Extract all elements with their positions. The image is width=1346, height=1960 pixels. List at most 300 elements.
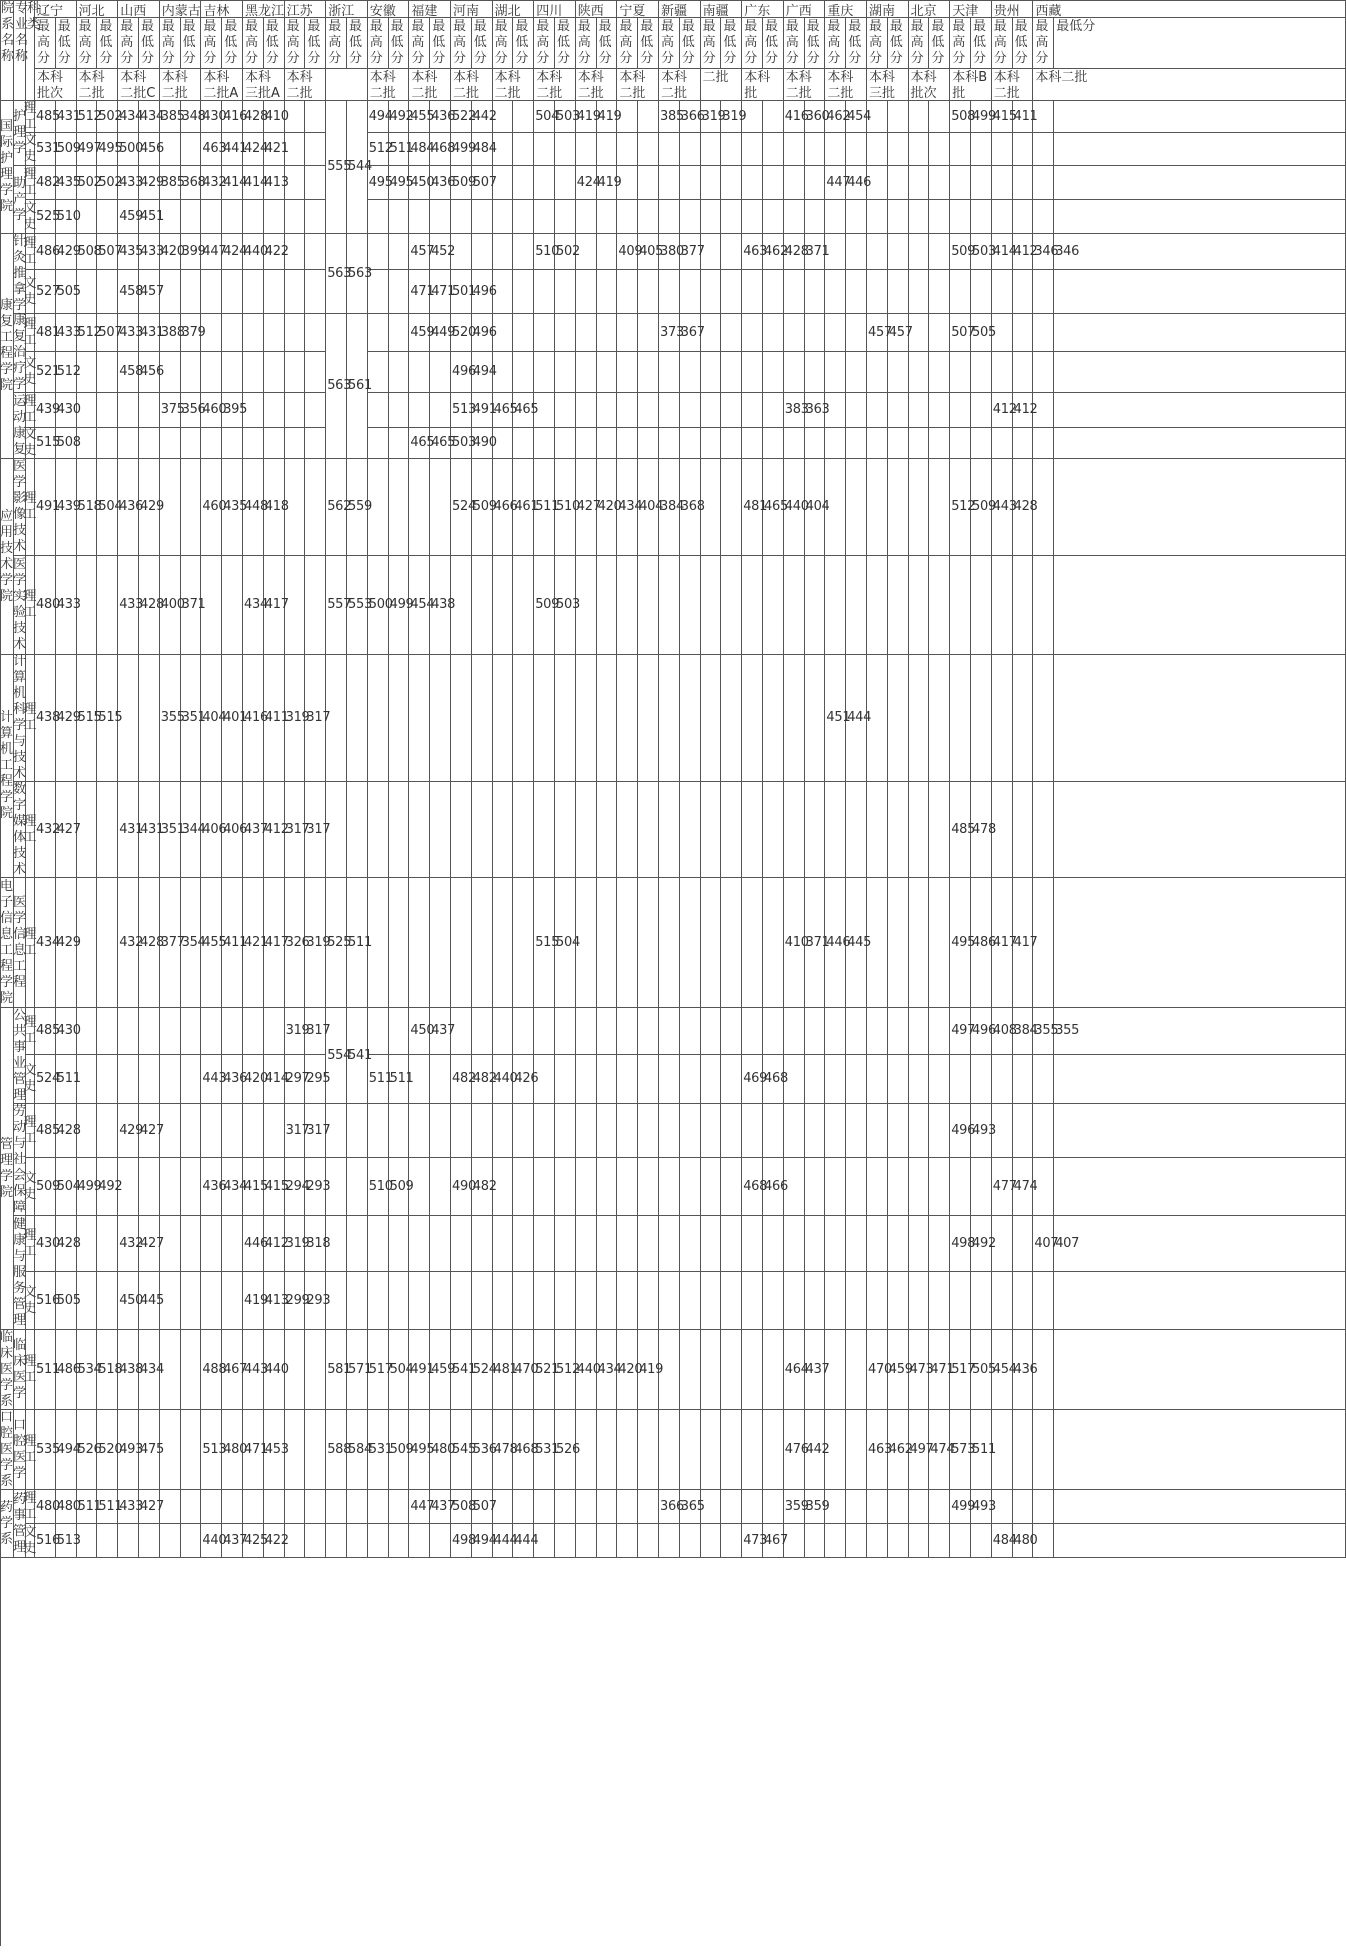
min-score: 365	[680, 1490, 701, 1524]
min-score	[805, 1158, 826, 1216]
min-score: 512	[555, 1330, 576, 1410]
max-score	[784, 1008, 805, 1055]
max-score	[701, 1524, 722, 1558]
min-score	[181, 1216, 202, 1272]
min-score	[971, 1158, 992, 1216]
max-score: 499	[451, 133, 472, 166]
max-score	[992, 1216, 1013, 1272]
max-score	[368, 878, 389, 1008]
max-score	[243, 1104, 264, 1158]
min-score	[1013, 166, 1034, 200]
min-score: 319	[305, 878, 326, 1008]
min-score: 436	[430, 166, 451, 200]
min-score: 446	[846, 166, 867, 200]
max-score	[201, 428, 222, 459]
min-score	[721, 200, 742, 234]
min-score	[929, 314, 950, 352]
min-score	[929, 428, 950, 459]
max-score: 457	[867, 314, 888, 352]
min-score	[305, 1524, 326, 1558]
min-score	[97, 878, 118, 1008]
max-score: 416	[784, 101, 805, 133]
max-score	[909, 782, 930, 878]
min-score: 437	[430, 1008, 451, 1055]
max-score-header: 最高分	[201, 18, 222, 69]
min-score	[929, 1490, 950, 1524]
max-score	[77, 352, 98, 393]
min-score: 417	[1013, 878, 1034, 1008]
min-score: 453	[264, 1410, 285, 1490]
min-score	[1054, 1490, 1346, 1524]
min-score: 499	[971, 101, 992, 133]
max-score	[576, 1410, 597, 1490]
max-score	[160, 270, 181, 314]
min-score: 459	[430, 1330, 451, 1410]
max-score: 516	[35, 1272, 56, 1330]
max-score	[617, 878, 638, 1008]
max-score	[77, 393, 98, 428]
min-score	[929, 270, 950, 314]
max-score	[992, 200, 1013, 234]
major-name: 护理学	[14, 101, 26, 166]
min-score	[846, 1490, 867, 1524]
min-score	[971, 655, 992, 782]
max-score	[493, 314, 514, 352]
min-score	[555, 1158, 576, 1216]
min-score	[555, 1008, 576, 1055]
min-score: 427	[139, 1216, 160, 1272]
min-score	[929, 101, 950, 133]
max-score	[825, 1055, 846, 1104]
province-header: 北京	[909, 0, 951, 18]
max-score: 496	[950, 1104, 971, 1158]
max-score	[368, 1216, 389, 1272]
min-score: 465	[513, 393, 534, 428]
max-score	[659, 1055, 680, 1104]
max-score	[784, 1104, 805, 1158]
min-score	[680, 782, 701, 878]
min-score: 484	[472, 133, 493, 166]
min-score	[389, 428, 410, 459]
max-score: 495	[368, 166, 389, 200]
max-score	[77, 1272, 98, 1330]
min-score	[805, 352, 826, 393]
max-score	[285, 1330, 306, 1410]
min-score	[888, 1055, 909, 1104]
province-header: 四川	[534, 0, 576, 18]
max-score: 463	[742, 234, 763, 270]
min-score	[555, 655, 576, 782]
major-name: 助产学	[14, 166, 26, 234]
min-score	[139, 1008, 160, 1055]
min-score: 413	[264, 1272, 285, 1330]
min-score	[888, 1216, 909, 1272]
min-score	[763, 428, 784, 459]
max-score: 513	[201, 1410, 222, 1490]
max-score	[909, 200, 930, 234]
subject-type: 理工	[23, 100, 37, 132]
max-score	[867, 101, 888, 133]
min-score	[763, 782, 784, 878]
max-score: 414	[243, 166, 264, 200]
min-score: 503	[555, 101, 576, 133]
max-score	[285, 352, 306, 393]
min-score	[389, 878, 410, 1008]
min-score	[1013, 428, 1034, 459]
max-score	[160, 1008, 181, 1055]
max-score	[825, 428, 846, 459]
min-score	[680, 1524, 701, 1558]
max-score-header: 最高分	[285, 18, 306, 69]
min-score	[888, 133, 909, 166]
max-score	[742, 1216, 763, 1272]
max-score	[742, 133, 763, 166]
max-score	[617, 1216, 638, 1272]
max-score	[825, 133, 846, 166]
min-score: 474	[929, 1410, 950, 1490]
min-score	[763, 1104, 784, 1158]
max-score	[285, 314, 306, 352]
subject-type: 理工	[26, 234, 35, 270]
min-score	[181, 1158, 202, 1216]
min-score: 420	[597, 459, 618, 556]
min-score-header: 最低分	[805, 18, 826, 69]
max-score: 326	[285, 878, 306, 1008]
min-score: 401	[222, 655, 243, 782]
min-score: 428	[139, 556, 160, 655]
min-score: 468	[513, 1410, 534, 1490]
max-score: 424	[576, 166, 597, 200]
min-score	[888, 1158, 909, 1216]
min-score-header: 最低分	[513, 18, 534, 69]
min-score-header: 最低分	[971, 18, 992, 69]
major-name: 公共事业管理	[13, 1007, 27, 1103]
max-score	[201, 270, 222, 314]
max-score	[576, 782, 597, 878]
max-score: 525	[326, 878, 347, 1008]
min-score: 417	[264, 556, 285, 655]
max-score: 446	[825, 878, 846, 1008]
max-score	[118, 393, 139, 428]
max-score	[160, 459, 181, 556]
max-score	[701, 200, 722, 234]
min-score: 363	[805, 393, 826, 428]
min-score	[846, 1524, 867, 1558]
min-score	[846, 1330, 867, 1410]
max-score	[742, 200, 763, 234]
max-score	[659, 1104, 680, 1158]
max-score	[950, 270, 971, 314]
min-score: 439	[56, 459, 77, 556]
batch-header: 本科二批C	[118, 69, 160, 101]
min-score	[638, 314, 659, 352]
min-score: 465	[430, 428, 451, 459]
min-score: 428	[1013, 459, 1034, 556]
min-score: 511	[971, 1410, 992, 1490]
province-header: 广东	[742, 0, 784, 18]
min-score	[888, 878, 909, 1008]
min-score	[888, 101, 909, 133]
min-score	[347, 1524, 368, 1558]
max-score	[368, 1490, 389, 1524]
max-score	[617, 428, 638, 459]
max-score	[784, 556, 805, 655]
min-score	[721, 1490, 742, 1524]
min-score	[1054, 1272, 1346, 1330]
min-score	[222, 352, 243, 393]
max-score	[493, 234, 514, 270]
max-score	[659, 1330, 680, 1410]
max-score	[493, 200, 514, 234]
min-score	[305, 101, 326, 133]
max-score: 299	[285, 1272, 306, 1330]
min-score	[888, 782, 909, 878]
min-score: 371	[805, 878, 826, 1008]
max-score	[950, 1055, 971, 1104]
max-score	[285, 101, 306, 133]
max-score: 499	[77, 1158, 98, 1216]
max-score	[160, 1272, 181, 1330]
min-score: 356	[181, 393, 202, 428]
max-score	[867, 459, 888, 556]
max-score	[701, 782, 722, 878]
max-score: 431	[118, 782, 139, 878]
min-score	[721, 556, 742, 655]
batch-header	[326, 69, 368, 101]
min-score	[181, 1104, 202, 1158]
max-score	[701, 1330, 722, 1410]
min-score	[638, 1490, 659, 1524]
max-score: 384	[659, 459, 680, 556]
max-score	[617, 1524, 638, 1558]
max-score: 436	[118, 459, 139, 556]
min-score	[929, 1158, 950, 1216]
min-score: 435	[56, 166, 77, 200]
min-score	[1054, 1158, 1346, 1216]
max-score	[409, 393, 430, 428]
min-score-header: 最低分	[555, 18, 576, 69]
max-score	[77, 1008, 98, 1055]
min-score: 553	[347, 556, 368, 655]
min-score	[763, 1410, 784, 1490]
min-score	[597, 1216, 618, 1272]
max-score: 444	[493, 1524, 514, 1558]
max-score: 440	[201, 1524, 222, 1558]
max-score: 491	[409, 1330, 430, 1410]
min-score	[805, 655, 826, 782]
subject-type: 文史	[26, 270, 35, 314]
max-score	[534, 1490, 555, 1524]
min-score: 317	[305, 782, 326, 878]
max-score: 450	[409, 166, 430, 200]
max-score	[118, 1008, 139, 1055]
min-score	[597, 782, 618, 878]
min-score	[721, 782, 742, 878]
max-score	[576, 352, 597, 393]
min-score	[430, 200, 451, 234]
max-score	[576, 428, 597, 459]
max-score	[451, 556, 472, 655]
min-score	[181, 1490, 202, 1524]
max-score	[950, 1272, 971, 1330]
subject-type: 理工	[26, 782, 35, 878]
max-score	[534, 428, 555, 459]
min-score	[513, 234, 534, 270]
max-score	[701, 1216, 722, 1272]
max-score	[701, 270, 722, 314]
max-score: 432	[118, 1216, 139, 1272]
max-score	[576, 1104, 597, 1158]
min-score: 429	[56, 234, 77, 270]
max-score: 463	[201, 133, 222, 166]
min-score: 467	[763, 1524, 784, 1558]
min-score	[139, 1158, 160, 1216]
max-score	[867, 393, 888, 428]
max-score	[201, 556, 222, 655]
batch-header: 本科B批	[950, 69, 992, 101]
max-score	[576, 878, 597, 1008]
min-score: 504	[555, 878, 576, 1008]
province-header: 河北	[77, 0, 119, 18]
min-score-header: 最低分	[597, 18, 618, 69]
max-score	[992, 1272, 1013, 1330]
min-score	[638, 1008, 659, 1055]
min-score	[347, 1216, 368, 1272]
max-score: 410	[784, 878, 805, 1008]
min-score: 422	[264, 1524, 285, 1558]
max-score	[576, 200, 597, 234]
max-score	[909, 1216, 930, 1272]
min-score	[472, 1216, 493, 1272]
min-score: 293	[305, 1272, 326, 1330]
max-score	[659, 556, 680, 655]
min-score	[846, 782, 867, 878]
max-score	[659, 782, 680, 878]
min-score: 492	[389, 101, 410, 133]
min-score	[846, 393, 867, 428]
max-score-header: 最高分	[701, 18, 722, 69]
max-score: 500	[368, 556, 389, 655]
max-score: 425	[243, 1524, 264, 1558]
min-score: 404	[638, 459, 659, 556]
min-score: 584	[347, 1410, 368, 1490]
min-score	[929, 1008, 950, 1055]
min-score	[638, 352, 659, 393]
max-score	[825, 270, 846, 314]
min-score	[888, 352, 909, 393]
max-score	[867, 1008, 888, 1055]
max-score: 512	[368, 133, 389, 166]
max-score: 460	[201, 393, 222, 428]
min-score: 414	[222, 166, 243, 200]
max-score	[160, 1410, 181, 1490]
min-score: 478	[971, 782, 992, 878]
max-score: 297	[285, 1055, 306, 1104]
min-score: 509	[971, 459, 992, 556]
max-score	[701, 1055, 722, 1104]
max-score	[493, 270, 514, 314]
min-score	[721, 655, 742, 782]
max-score	[77, 1524, 98, 1558]
batch-header: 本科二批	[659, 69, 701, 101]
subject-type: 理工	[26, 1008, 35, 1055]
max-score-header: 最高分	[35, 18, 56, 69]
min-score	[1013, 1272, 1034, 1330]
province-header: 内蒙古	[160, 0, 202, 18]
max-score	[617, 782, 638, 878]
max-score	[701, 166, 722, 200]
max-score: 509	[534, 556, 555, 655]
max-score	[493, 1008, 514, 1055]
max-score: 588	[326, 1410, 347, 1490]
min-score	[222, 270, 243, 314]
max-score-header: 最高分	[992, 18, 1013, 69]
subject-type: 理工	[26, 1104, 35, 1158]
subject-type: 理工	[26, 1330, 35, 1410]
max-score	[1033, 393, 1054, 428]
min-score	[555, 393, 576, 428]
max-score	[617, 1055, 638, 1104]
max-score: 455	[409, 101, 430, 133]
max-score: 454	[409, 556, 430, 655]
min-score	[597, 878, 618, 1008]
min-score	[929, 1272, 950, 1330]
min-score	[597, 200, 618, 234]
college-name: 临床医学系	[0, 1329, 14, 1409]
max-score	[576, 655, 597, 782]
min-score	[1013, 352, 1034, 393]
min-score	[680, 270, 701, 314]
max-score	[659, 352, 680, 393]
max-score: 531	[534, 1410, 555, 1490]
max-score: 497	[77, 133, 98, 166]
max-score	[659, 200, 680, 234]
major-header: 专业名称	[14, 0, 26, 101]
min-score-header: 最低分	[472, 18, 493, 69]
max-score	[326, 655, 347, 782]
max-score	[909, 1490, 930, 1524]
min-score: 561	[347, 314, 368, 459]
min-score: 368	[680, 459, 701, 556]
min-score	[347, 1272, 368, 1330]
max-score: 455	[201, 878, 222, 1008]
min-score	[222, 314, 243, 352]
min-score	[721, 1104, 742, 1158]
max-score: 495	[950, 878, 971, 1008]
min-score	[97, 1272, 118, 1330]
max-score: 440	[493, 1055, 514, 1104]
min-score: 437	[222, 1524, 243, 1558]
max-score: 481	[493, 1330, 514, 1410]
batch-header: 二批	[701, 69, 743, 101]
max-score: 385	[160, 166, 181, 200]
min-score-header: 最低分	[430, 18, 451, 69]
min-score	[680, 200, 701, 234]
min-score	[721, 314, 742, 352]
min-score	[1013, 1410, 1034, 1490]
max-score	[617, 270, 638, 314]
max-score	[617, 200, 638, 234]
max-score: 359	[784, 1490, 805, 1524]
min-score: 430	[56, 1008, 77, 1055]
max-score	[326, 1104, 347, 1158]
min-score	[805, 1008, 826, 1055]
min-score	[1054, 878, 1346, 1008]
min-score	[597, 428, 618, 459]
max-score	[493, 166, 514, 200]
min-score: 418	[264, 459, 285, 556]
max-score	[451, 1272, 472, 1330]
